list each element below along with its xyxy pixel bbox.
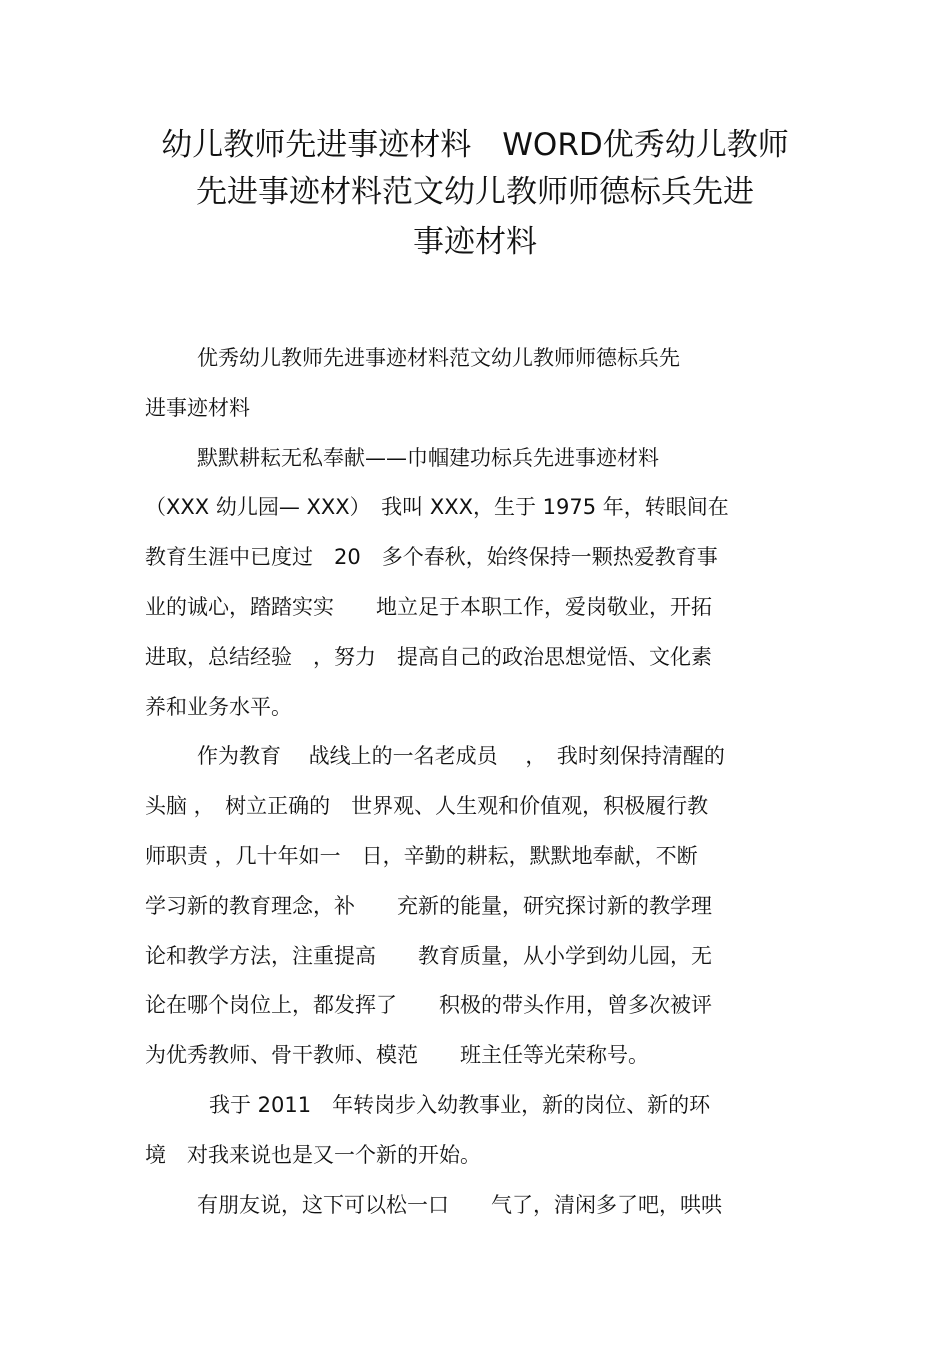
body-line: 头脑 ， 树立正确的 世界观、人生观和价值观，积极履行教 — [145, 794, 709, 818]
body-line: 进事迹材料 — [145, 396, 250, 420]
body-line: 论和教学方法，注重提高 教育质量，从小学到幼儿园，无 — [145, 944, 712, 968]
body-line: 业的诚心，踏踏实实 地立足于本职工作，爱岗敬业，开拓 — [145, 595, 712, 619]
body-line: 养和业务水平。 — [145, 695, 292, 719]
body-line: 教育生涯中已度过 20 多个春秋，始终保持一颗热爱教育事 — [145, 545, 718, 569]
body-line: （XXX 幼儿园— XXX） 我叫 XXX，生于 1975 年，转眼间在 — [145, 495, 729, 519]
body-line: 优秀幼儿教师先进事迹材料范文幼儿教师师德标兵先 — [197, 346, 680, 370]
body-line: 作为教育 战线上的一名老成员 ， 我时刻保持清醒的 — [197, 744, 725, 768]
body-line: 境 对我来说也是又一个新的开始。 — [145, 1143, 481, 1167]
body-line: 有朋友说，这下可以松一口 气了，清闲多了吧，哄哄 — [197, 1193, 722, 1217]
body-line: 默默耕耘无私奉献——巾帼建功标兵先进事迹材料 — [197, 446, 659, 470]
body-line: 为优秀教师、骨干教师、模范 班主任等光荣称号。 — [145, 1043, 649, 1067]
body-line: 师职责 ，几十年如一 日，辛勤的耕耘，默默地奉献，不断 — [145, 844, 698, 868]
document-title-line-2: 先进事迹材料范文幼儿教师师德标兵先进 — [196, 174, 754, 210]
body-line: 进取，总结经验 ，努力 提高自己的政治思想觉悟、文化素 — [145, 645, 712, 669]
document-title-line-1: 幼儿教师先进事迹材料 WORD优秀幼儿教师 — [161, 127, 789, 163]
body-line: 论在哪个岗位上，都发挥了 积极的带头作用，曾多次被评 — [145, 993, 712, 1017]
document-title-line-3: 事迹材料 — [413, 224, 537, 260]
body-line: 我于 2011 年转岗步入幼教事业，新的岗位、新的环 — [209, 1093, 711, 1117]
body-line: 学习新的教育理念，补 充新的能量，研究探讨新的教学理 — [145, 894, 712, 918]
